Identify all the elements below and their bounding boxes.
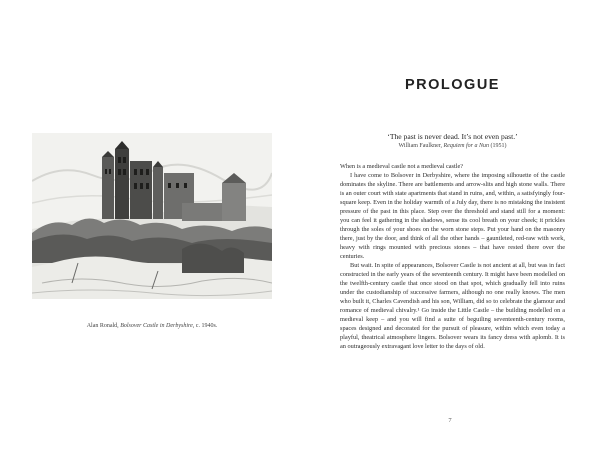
epigraph bbox=[340, 132, 565, 151]
illustration-caption: Alan Ronald, Bolsover Castle in Derbyshire, c. 1940s. bbox=[86, 323, 218, 329]
page-number: 7 bbox=[448, 417, 452, 424]
paragraph: When is a medieval castle not a medieval castle? bbox=[340, 163, 464, 170]
prologue-body bbox=[340, 162, 565, 351]
castle-illustration bbox=[32, 133, 272, 299]
paragraph: I have come to Bolsover in Derbyshire, where the imposing silhouette of the castle dominates the skyline. There are battlements and arrow-slits and high stone walls. There is an outer court with state apartments that stand in ruins, and, within, a satisfyingly four-square keep. Even in the holiday warmth of a July day, there is no mistaking the insistent pressure of the past in this place. Step over the threshold and stand still for a moment: you can feel it gathering in the shadows, sense its cool breath on your cheek; it prickles through the soles of your shoes on the worn stone steps. Put your hand on the masonry there, just by the door, and think of all the other hands – gauntleted, red-raw with work, heavy with rings mounted with precious stones – that have rested there over the centuries. bbox=[340, 172, 565, 261]
paragraph: But wait. In spite of appearances, Bolsover Castle is not ancient at all, but was in fact constructed in the early years of the seventeenth century. It might have been modelled on the twelfth-century castle that once stood on that spot, which gradually fell into ruins under the custodianship of successive farmers, although no one really knows. The men who built it, Charles Cavendish and his son, William, did so to celebrate the glamour and romance of medieval chivalry.¹ Go inside the Little Castle – the building modelled on a medieval keep – and you will find a suite of beguiling seventeenth-century rooms, spaces designed and decorated for the pursuit of pleasure, within which even today a playful, theatrical atmosphere lingers. Bolsover wears its fancy dress with aplomb. It is an outrageously extravagant love letter to the days of old. bbox=[340, 262, 565, 351]
chapter-title: PROLOGUE bbox=[405, 77, 500, 93]
epigraph-quote: ‘The past is never dead. It’s not even past.’ bbox=[387, 132, 518, 141]
bolsover-castle-drawing bbox=[32, 133, 272, 299]
epigraph-attribution: William Faulkner, Requiem for a Nun (1951) bbox=[398, 143, 507, 149]
